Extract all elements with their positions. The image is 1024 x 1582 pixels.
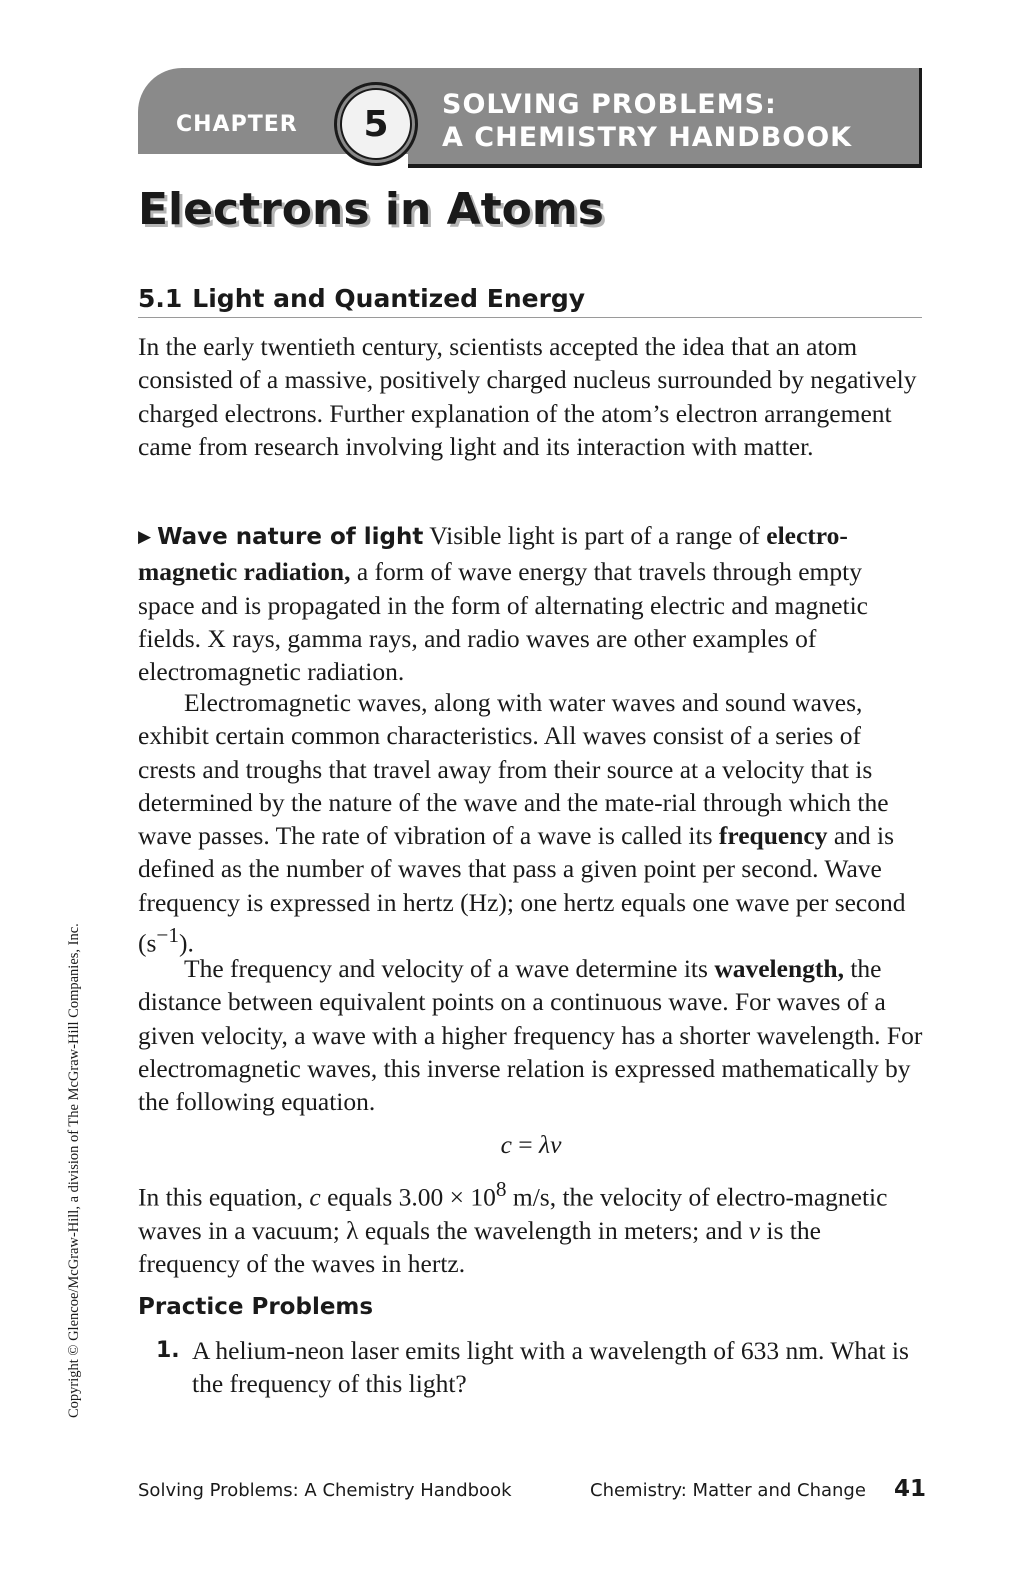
equation-equals: = xyxy=(518,1130,533,1159)
paragraph-text: and is defined as the number of waves that pass a given point per second. Wave frequency is expressed in hertz (Hz); one hertz equals one wave per second (s xyxy=(138,821,906,958)
problem-text: A helium-neon laser emits light with a wavelength of 633 nm. What is the frequency of this light? xyxy=(192,1336,909,1399)
wave-nature-paragraph xyxy=(138,519,924,688)
footer-book-title: Solving Problems: A Chemistry Handbook xyxy=(138,1480,512,1501)
section-heading xyxy=(138,284,922,318)
paragraph-text: Electromagnetic waves, along with water waves and sound waves, exhibit certain common characteristics. All waves consist of a series of crests and troughs that travel away from their source at a velocity that is determined by the nature of the wave and the mate-rial through which the wave passes. The rate of vibration of a wave is called its xyxy=(138,688,889,851)
paragraph-text: equals 3.00 × 10 xyxy=(327,1182,496,1212)
variable-nu: ν xyxy=(748,1215,761,1245)
practice-problem xyxy=(156,1334,916,1401)
paragraph-text: the distance between equivalent points on a continuous wave. For waves of a given velocity, a wave with a higher frequency has a shorter wavelength. For electromagnetic waves, this inverse relation is expressed mathematically by the following equation. xyxy=(138,954,923,1117)
chapter-banner xyxy=(138,68,922,172)
paragraph-text: Visible light is part of a range of xyxy=(429,521,760,550)
key-term: wavelength, xyxy=(714,954,844,983)
copyright-notice: Copyright © Glencoe/McGraw-Hill, a division of The McGraw-Hill Companies, Inc. xyxy=(66,923,82,1418)
chapter-number-badge xyxy=(334,82,418,166)
banner-title-line1: SOLVING PROBLEMS: xyxy=(442,89,777,120)
frequency-paragraph xyxy=(138,686,924,960)
chapter-number: 5 xyxy=(363,103,389,145)
page-number: 41 xyxy=(894,1476,927,1502)
problem-number: 1. xyxy=(156,1338,180,1363)
equation-right: λν xyxy=(539,1130,562,1159)
equation-left: c xyxy=(500,1130,512,1159)
paragraph-text: is the frequency of the waves in hertz. xyxy=(138,1215,821,1279)
key-term: electro-magnetic radiation, xyxy=(138,521,848,587)
equation xyxy=(138,1128,924,1161)
intro-paragraph: In the early twentieth century, scientists accepted the idea that an atom consisted of a massive, positively charged nucleus surrounded by negatively charged electrons. Further explanation of the atom’s electron arrangement came from research involving light and its interaction with matter. xyxy=(138,332,917,461)
key-term: frequency xyxy=(718,821,828,851)
page-title: Electrons in Atoms xyxy=(138,184,604,235)
practice-heading: Practice Problems xyxy=(138,1294,374,1320)
runin-heading: Wave nature of light xyxy=(157,524,424,550)
paragraph-text: The frequency and velocity of a wave determine its xyxy=(184,954,708,983)
paragraph-text: ). xyxy=(179,928,194,958)
section-title: Light and Quantized Energy xyxy=(192,284,586,313)
banner-title-line2: A CHEMISTRY HANDBOOK xyxy=(442,122,853,153)
exponent: 8 xyxy=(495,1177,507,1201)
triangle-bullet-icon: ▶ xyxy=(138,527,152,546)
equation-explanation-paragraph xyxy=(138,1173,924,1280)
superscript: −1 xyxy=(156,923,180,948)
variable-c: c xyxy=(309,1182,321,1212)
paragraph-text: m/s, the velocity of electro-magnetic waves in a vacuum; λ equals the wavelength in meters; and xyxy=(138,1182,888,1245)
banner-title xyxy=(442,88,852,154)
wavelength-paragraph xyxy=(138,952,924,1118)
chapter-label: CHAPTER xyxy=(176,112,298,137)
paragraph-text: a form of wave energy that travels through empty space and is propagated in the form of alternating electric and magnetic fields. X rays, gamma rays, and radio waves are other examples of electromagnetic radiation. xyxy=(138,557,868,687)
footer-series-title: Chemistry: Matter and Change xyxy=(590,1480,866,1501)
section-number: 5.1 xyxy=(138,284,183,313)
paragraph-text: In this equation, xyxy=(138,1182,304,1212)
